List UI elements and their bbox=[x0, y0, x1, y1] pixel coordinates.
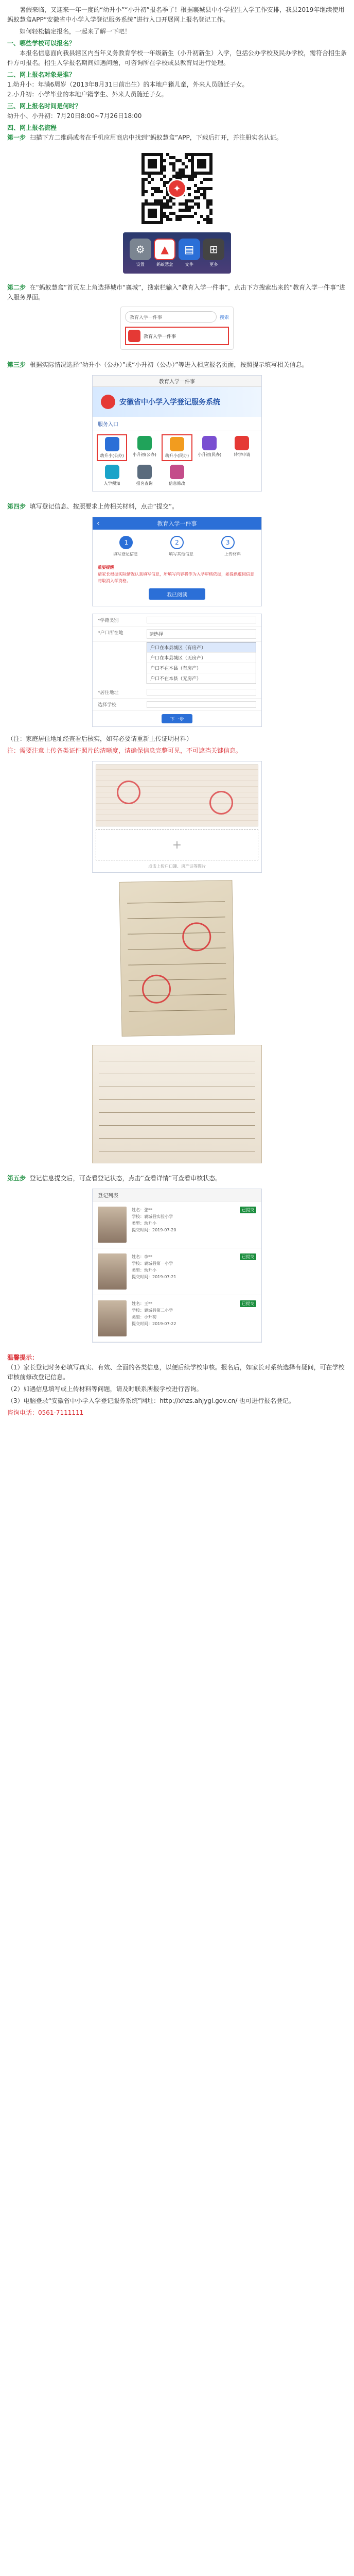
search-icon bbox=[137, 465, 152, 479]
service-item[interactable] bbox=[97, 434, 127, 461]
tips-title: 温馨提示： bbox=[7, 1354, 39, 1361]
progress-labels bbox=[93, 551, 261, 561]
search-button[interactable]: 搜索 bbox=[219, 315, 229, 320]
transfer-icon bbox=[235, 436, 249, 450]
document-icon bbox=[105, 465, 119, 479]
field-select[interactable] bbox=[147, 701, 256, 708]
step-circle: 1 bbox=[119, 536, 133, 549]
form-fields-screenshot bbox=[92, 614, 262, 727]
dropdown-option[interactable]: 户口不在本县（无房产） bbox=[147, 673, 256, 684]
field-label: *户口所在地 bbox=[98, 631, 123, 636]
app-label: 设置 bbox=[136, 262, 145, 267]
back-icon[interactable]: ‹ bbox=[97, 519, 100, 528]
record-type: 类型：幼升小 bbox=[132, 1268, 156, 1273]
status-badge: 已提交 bbox=[240, 1253, 256, 1260]
app-more[interactable] bbox=[203, 239, 224, 267]
service-item[interactable] bbox=[162, 463, 192, 488]
household-register-image bbox=[96, 765, 258, 826]
dropdown-option[interactable]: 户口在本县城区（无房产） bbox=[147, 653, 256, 663]
service-item-label: 小升初(民办) bbox=[198, 452, 222, 457]
step-circle: 2 bbox=[170, 536, 184, 549]
status-badge: 已提交 bbox=[240, 1300, 256, 1307]
step-label: 填写登记信息 bbox=[113, 552, 138, 556]
registration-form-screenshot bbox=[92, 517, 262, 606]
search-result-item[interactable] bbox=[125, 327, 229, 345]
service-item-label: 入学须知 bbox=[103, 481, 120, 486]
step-4-text: 填写登记信息、按照要求上传相关材料，点击“提交”。 bbox=[29, 503, 179, 510]
record-name: 姓名：王** bbox=[132, 1301, 152, 1306]
service-item-label: 小升初(公办) bbox=[132, 452, 156, 457]
field-label: 选择学校 bbox=[98, 703, 117, 708]
record-type: 类型：小升初 bbox=[132, 1315, 156, 1319]
record-time: 提交时间：2019-07-21 bbox=[132, 1275, 176, 1279]
record-time: 提交时间：2019-07-22 bbox=[132, 1321, 176, 1326]
system-banner-title: 安徽省中小学入学登记服务系统 bbox=[119, 398, 220, 406]
app-label: 蚂蚁慧盒 bbox=[156, 262, 173, 267]
step-1-text: 扫描下方二维码或者在手机应用商店中找到“蚂蚁慧盒”APP，下载后打开，并注册实名认证。 bbox=[29, 134, 282, 141]
screen-title: 教育入学一件事 bbox=[157, 520, 197, 527]
step-2-label: 第二步 bbox=[7, 284, 26, 291]
step-2-text: 在“蚂蚁慧盒”首页左上角选择城市“襄城”，搜索栏输入“教育入学一件事”，点击下方搜索出来的“教育入学一件事”进入服务界面。 bbox=[7, 284, 346, 301]
step-4-note: （注：家庭居住地址经查看后核实，如有必要请重新上传证明材料） bbox=[7, 735, 193, 742]
section-1-body: 本报名信息面向我县辖区内当年义务教育学校一年级新生（小升初新生）入学，包括公办学校及民办学校，需符合招生条件方可报名。招生入学报名期间如遇问题，可咨询所在学校或县教育局进行处理。 bbox=[7, 49, 347, 66]
form-row bbox=[93, 686, 261, 699]
dropdown-options bbox=[147, 642, 256, 684]
step-5-text: 登记信息提交后，可查看登记状态，点击“查看详情”可查看审核状态。 bbox=[29, 1175, 222, 1182]
seal-icon bbox=[182, 922, 211, 952]
qr-code bbox=[138, 150, 216, 227]
school-icon bbox=[105, 437, 119, 451]
upload-hint: 点击上传户口簿、房产证等图片 bbox=[148, 864, 206, 869]
progress-steps bbox=[93, 530, 261, 551]
folder-icon: ▤ bbox=[179, 239, 200, 260]
record-school: 学校：襄城县第一小学 bbox=[132, 1261, 173, 1266]
search-result-label: 教育入学一件事 bbox=[144, 334, 176, 340]
service-item-label: 信息修改 bbox=[168, 481, 185, 486]
status-badge: 已提交 bbox=[240, 1207, 256, 1213]
dropdown-option[interactable]: 户口在本县城区（有房产） bbox=[147, 642, 256, 653]
service-grid bbox=[93, 431, 261, 491]
service-item[interactable] bbox=[194, 434, 225, 461]
service-item[interactable] bbox=[162, 434, 192, 461]
upload-add-button[interactable]: + bbox=[96, 829, 258, 860]
property-document-photo bbox=[92, 1045, 262, 1163]
tip-2: （2）如遇信息填写或上传材料等问题，请及时联系所报学校进行咨询。 bbox=[7, 1385, 203, 1393]
field-select[interactable]: 请选择 bbox=[147, 629, 256, 639]
step-4-label: 第四步 bbox=[7, 503, 26, 510]
app-files[interactable] bbox=[179, 239, 200, 267]
service-item[interactable] bbox=[129, 434, 160, 461]
confirm-read-button[interactable]: 我已阅读 bbox=[149, 588, 205, 600]
seal-icon bbox=[209, 791, 233, 815]
step-4-remark: 注：需要注意上传各类证件照片的清晰度，请确保信息完整可见，不可遮挡关键信息。 bbox=[7, 747, 242, 754]
form-row bbox=[93, 614, 261, 626]
app-logo-icon: ✦ bbox=[167, 179, 187, 198]
screen-header bbox=[93, 517, 261, 530]
search-screenshot bbox=[120, 307, 234, 350]
school-icon bbox=[170, 437, 184, 451]
step-1-label: 第一步 bbox=[7, 134, 26, 141]
section-2-item-1: 1.幼升小：年满6周岁（2013年8月31日前出生）的本地户籍儿童，外来人员随迁子女。 bbox=[7, 81, 249, 88]
student-photo bbox=[98, 1207, 127, 1243]
form-row bbox=[93, 699, 261, 711]
grid-icon: ⊞ bbox=[203, 239, 224, 260]
seal-icon bbox=[117, 781, 140, 804]
tip-1: （1）家长登记时务必填写真实、有效、全面的各类信息，以便后续学校审核。报名后，如家长对系统选择有疑问，可在学校审核前修改登记信息。 bbox=[7, 1364, 345, 1381]
form-row bbox=[93, 626, 261, 642]
service-menu-screenshot bbox=[92, 375, 262, 492]
service-icon bbox=[128, 330, 140, 342]
service-item-label: 幼升小(公办) bbox=[100, 453, 124, 458]
list-item[interactable] bbox=[93, 1295, 261, 1342]
service-item[interactable] bbox=[97, 463, 127, 488]
field-label: *学籍类别 bbox=[98, 618, 119, 623]
step-3-label: 第三步 bbox=[7, 361, 26, 368]
field-label: *居住地址 bbox=[98, 690, 119, 696]
student-photo bbox=[98, 1300, 127, 1336]
service-item-label: 幼升小(民办) bbox=[165, 453, 189, 458]
record-school: 学校：襄城县实验小学 bbox=[132, 1214, 173, 1219]
step-label: 上传材料 bbox=[224, 552, 241, 556]
school-icon bbox=[202, 436, 217, 450]
intro-lead: 如何轻松搞定报名，一起来了解一下吧！ bbox=[20, 28, 131, 35]
section-3-item-1: 幼升小、小升初：7月20日8:00~7月26日18:00 bbox=[7, 112, 142, 120]
list-item[interactable] bbox=[93, 1248, 261, 1295]
record-school: 学校：襄城县第二小学 bbox=[132, 1308, 173, 1313]
field-input[interactable] bbox=[147, 617, 256, 623]
system-banner bbox=[93, 387, 261, 417]
section-4-title: 四、网上报名流程 bbox=[7, 124, 57, 131]
search-input[interactable]: 教育入学一件事 bbox=[125, 311, 217, 323]
record-time: 提交时间：2019-07-20 bbox=[132, 1228, 176, 1232]
tip-3: （3）电脑登录“安徽省中小学入学登记服务系统”网址：http://xhzs.ahjygl.gov.cn/ 也可进行报名登记。 bbox=[7, 1397, 295, 1404]
intro-paragraph: 暑假来临，又迎来一年一度的“幼升小”“小升初”报名季了！根据襄城县中小学招生入学工作安排，我县2019年继续使用蚂蚁慧盒APP“安徽省中小学入学登记服务系统”进行入口开展网上报名登记工作。 bbox=[7, 6, 345, 23]
certificate-photo bbox=[119, 880, 235, 1037]
field-input[interactable] bbox=[147, 689, 256, 696]
app-label: 文件 bbox=[185, 262, 193, 267]
notice-title: 重要提醒 bbox=[98, 565, 114, 570]
record-type: 类型：幼升小 bbox=[132, 1221, 156, 1226]
school-icon bbox=[137, 436, 152, 450]
step-5-label: 第五步 bbox=[7, 1175, 26, 1182]
contact-phone: 咨询电话：0561-7111111 bbox=[7, 1409, 84, 1416]
seal-icon bbox=[142, 974, 171, 1004]
record-name: 姓名：李** bbox=[132, 1255, 152, 1259]
dropdown-option[interactable]: 户口不在本县（有房产） bbox=[147, 663, 256, 673]
section-2-item-2: 2.小升初：小学毕业的本地户籍学生、外来人员随迁子女。 bbox=[7, 91, 168, 98]
home-screen-apps bbox=[123, 232, 231, 274]
section-1-title: 一、哪些学校可以报名？ bbox=[7, 40, 76, 47]
service-item-label: 转学申请 bbox=[234, 452, 251, 457]
app-settings[interactable] bbox=[130, 239, 151, 267]
service-item[interactable] bbox=[227, 434, 257, 461]
record-name: 姓名：张** bbox=[132, 1208, 152, 1212]
service-item[interactable] bbox=[129, 463, 160, 488]
list-item[interactable] bbox=[93, 1201, 261, 1248]
edit-icon bbox=[170, 465, 184, 479]
section-2-title: 二、网上报名对象是谁？ bbox=[7, 71, 76, 78]
next-button[interactable]: 下一步 bbox=[162, 714, 192, 723]
step-circle: 3 bbox=[221, 536, 235, 549]
upload-materials-screenshot bbox=[92, 761, 262, 873]
list-title: 登记列表 bbox=[93, 1189, 261, 1201]
step-3-text: 根据实际情况选择“幼升小（公办）”或“小升初（公办）”等进入相应报名页面，按照提示填写相关信息。 bbox=[29, 361, 308, 368]
step-label: 填写其他信息 bbox=[169, 552, 193, 556]
screen-title: 教育入学一件事 bbox=[93, 376, 261, 387]
service-section-title: 服务入口 bbox=[93, 417, 261, 431]
settings-icon: ⚙ bbox=[130, 239, 151, 260]
system-logo-icon bbox=[101, 395, 115, 409]
notice-box bbox=[98, 564, 256, 584]
app-mayi-huihe[interactable] bbox=[154, 239, 175, 267]
student-photo bbox=[98, 1253, 127, 1290]
app-label: 更多 bbox=[209, 262, 218, 267]
service-item-label: 报名查询 bbox=[136, 481, 153, 486]
notice-text: 请家长根据实际情况认真填写信息，所填写内容将作为入学审核依据，如提供虚假信息将取消入学资格。 bbox=[98, 572, 254, 583]
registration-list-screenshot bbox=[92, 1189, 262, 1343]
mayi-logo-icon: ▲ bbox=[154, 239, 175, 260]
section-3-title: 三、网上报名时间是何时？ bbox=[7, 103, 82, 110]
